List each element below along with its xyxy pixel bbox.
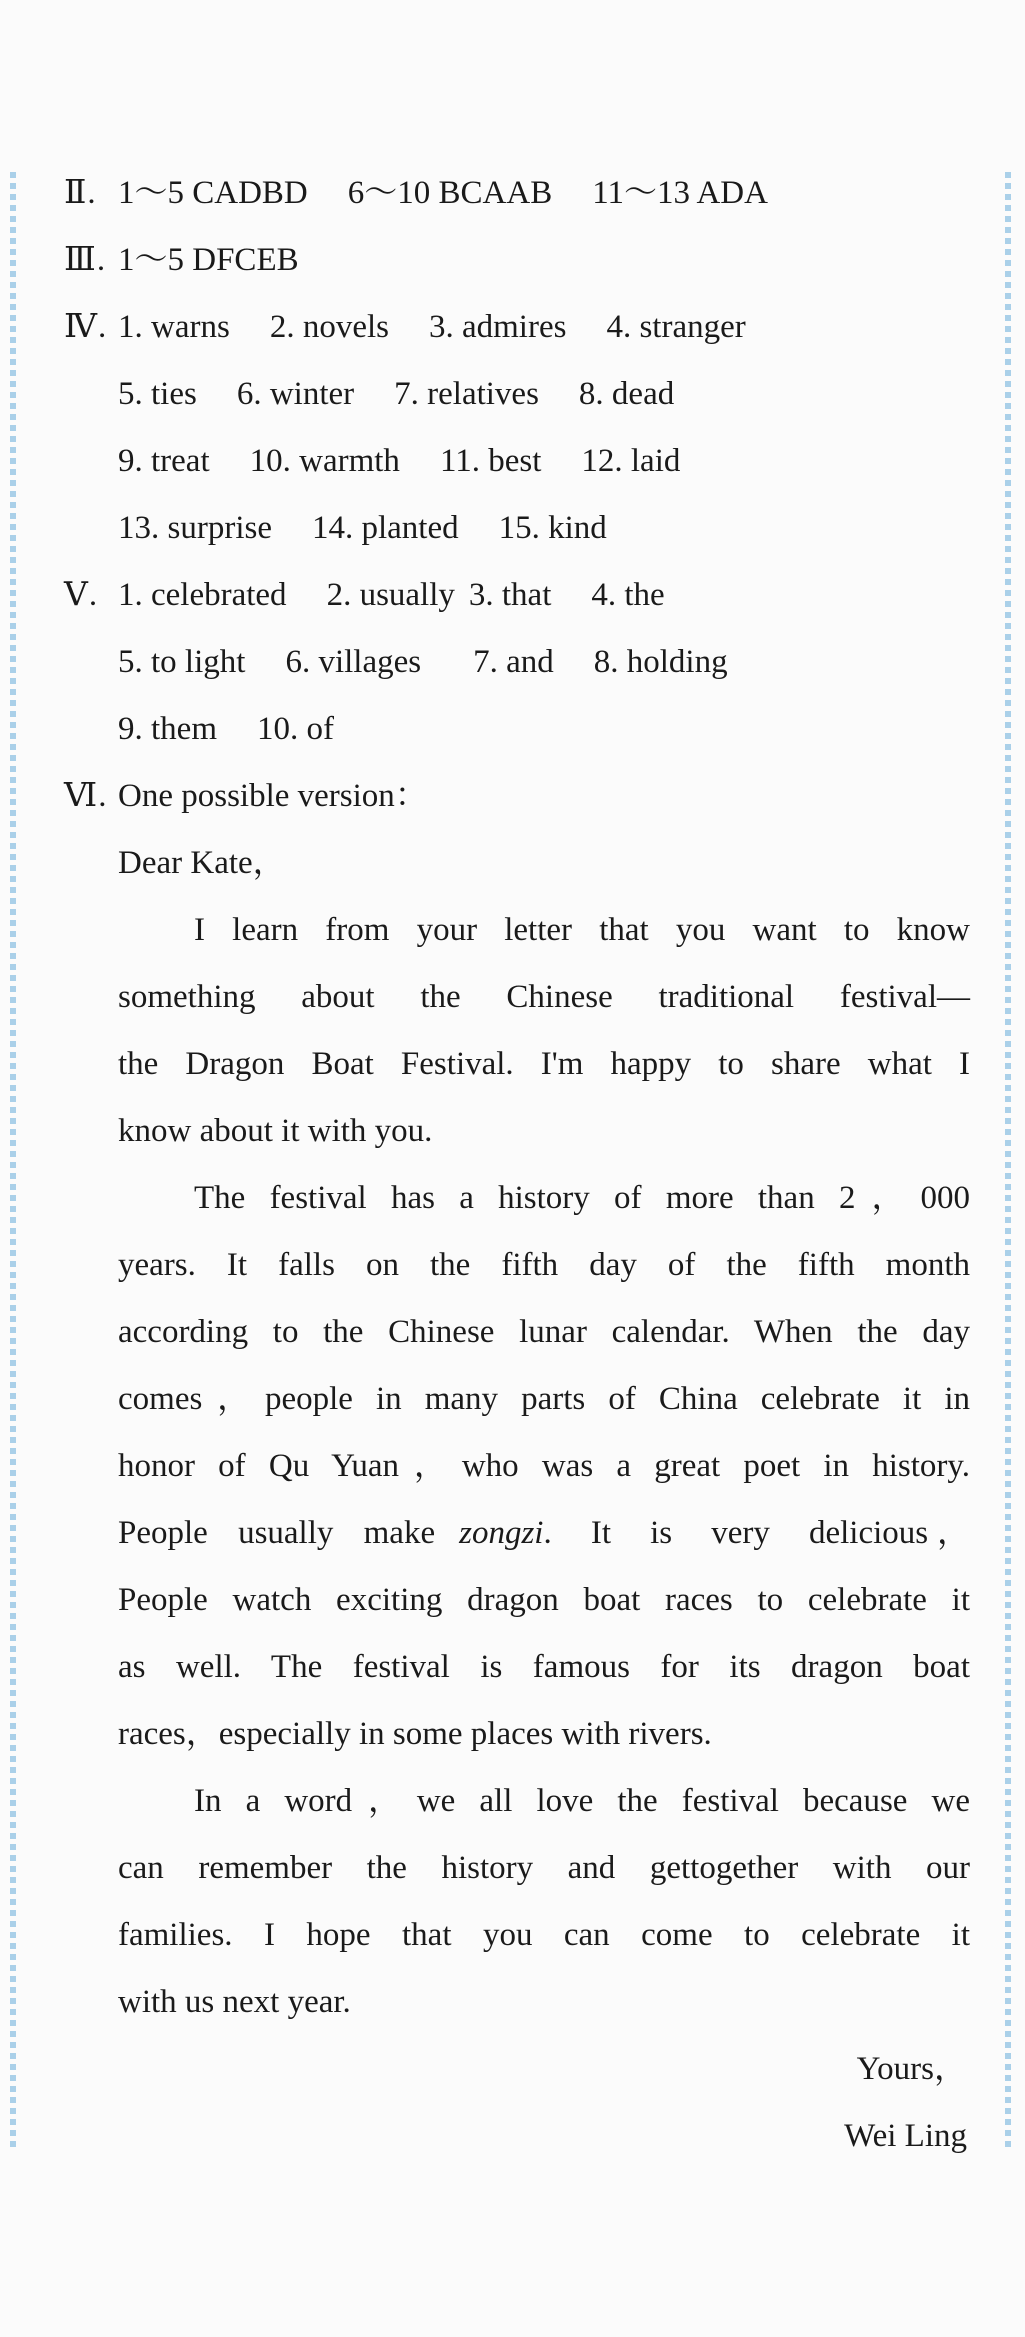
answer-item: 10. of xyxy=(256,711,334,747)
answer-item: 7. relatives xyxy=(394,376,539,412)
letter-closing: Yours， xyxy=(856,2051,967,2087)
answer-item: 7. and xyxy=(473,644,554,680)
answer-item: 14. planted xyxy=(311,510,459,546)
paragraph-line: the Dragon Boat Festival. I'm happy to share what I xyxy=(118,1046,970,1082)
paragraph-line: races，especially in some places with rivers. xyxy=(118,1716,712,1752)
answer-item: 15. kind xyxy=(498,510,607,546)
answer-line xyxy=(118,431,680,491)
answer-item: 3. that xyxy=(468,577,552,613)
paragraph-line: honor of Qu Yuan，who was a great poet in history. xyxy=(118,1448,970,1484)
answer-item: 8. dead xyxy=(578,376,675,412)
letter-paragraph-3 xyxy=(118,1768,970,2036)
right-decorative-border xyxy=(1005,172,1011,2152)
paragraph-line-mixed xyxy=(118,1500,970,1567)
answer-line xyxy=(118,297,746,357)
answer-item: 10. warmth xyxy=(249,443,400,479)
answer-line xyxy=(118,632,728,692)
paragraph-line: People watch exciting dragon boat races to celebrate it xyxy=(118,1582,970,1618)
paragraph-line: The festival has a history of more than 2，000 xyxy=(194,1180,970,1216)
paragraph-line: according to the Chinese lunar calendar. When the day xyxy=(118,1314,970,1350)
section-iii-answers xyxy=(118,230,299,290)
letter-greeting: Dear Kate， xyxy=(118,845,286,881)
letter-paragraph-2 xyxy=(118,1165,970,1768)
answer-line xyxy=(118,498,607,558)
answer-line xyxy=(118,364,674,424)
zongzi-term: zongzi xyxy=(459,1515,544,1551)
answer-item: 3. admires xyxy=(428,309,567,345)
answer-line xyxy=(118,565,665,625)
answer-item: 9. them xyxy=(118,711,217,747)
paragraph-line: I learn from your letter that you want to know xyxy=(194,912,970,948)
paragraph-line: comes，people in many parts of China celebrate it in xyxy=(118,1381,970,1417)
answer-item: 2. usually xyxy=(326,577,455,613)
answer-group: 1～5 DFCEB xyxy=(118,242,299,278)
paragraph-line: In a word，we all love the festival because we xyxy=(194,1783,970,1819)
paragraph-line: families. I hope that you can come to celebrate it xyxy=(118,1917,970,1953)
left-decorative-border xyxy=(10,172,16,2152)
paragraph-line: know about it with you. xyxy=(118,1113,433,1149)
answer-group: 11～13 ADA xyxy=(592,175,768,211)
answer-item: 1. warns xyxy=(118,309,230,345)
text-segment: . It is very delicious， xyxy=(543,1515,970,1551)
answer-item: 11. best xyxy=(439,443,542,479)
section-v-numeral: Ⅴ. xyxy=(64,577,99,613)
text-segment: People usually make xyxy=(118,1515,436,1551)
answer-item: 5. to light xyxy=(118,644,246,680)
answer-line xyxy=(118,699,334,759)
letter-paragraph-1 xyxy=(118,897,970,1165)
paragraph-line: something about the Chinese traditional festival— xyxy=(118,979,970,1015)
paragraph-line: can remember the history and gettogether with our xyxy=(118,1850,970,1886)
answer-item: 4. stranger xyxy=(606,309,746,345)
answer-item: 6. villages xyxy=(285,644,422,680)
answer-item: 1. celebrated xyxy=(118,577,287,613)
answer-item: 9. treat xyxy=(118,443,210,479)
section-vi-intro: One possible version： xyxy=(118,778,428,814)
paragraph-line: as well. The festival is famous for its dragon boat xyxy=(118,1649,970,1685)
section-iii-numeral: Ⅲ. xyxy=(64,242,107,278)
answer-group: 6～10 BCAAB xyxy=(347,175,553,211)
answer-item: 13. surprise xyxy=(118,510,272,546)
letter-signature: Wei Ling xyxy=(844,2118,967,2154)
section-ii-numeral: Ⅱ. xyxy=(64,175,97,211)
section-vi-numeral: Ⅵ. xyxy=(64,778,108,814)
answer-item: 6. winter xyxy=(236,376,355,412)
answer-item: 8. holding xyxy=(593,644,728,680)
answer-item: 12. laid xyxy=(581,443,681,479)
answer-item: 2. novels xyxy=(269,309,389,345)
paragraph-line: years. It falls on the fifth day of the fifth month xyxy=(118,1247,970,1283)
section-iv-numeral: Ⅳ. xyxy=(64,309,108,345)
paragraph-line: with us next year. xyxy=(118,1984,351,2020)
section-ii-answers xyxy=(118,163,768,223)
answer-item: 5. ties xyxy=(118,376,197,412)
answer-group: 1～5 CADBD xyxy=(118,175,308,211)
answer-item: 4. the xyxy=(591,577,665,613)
